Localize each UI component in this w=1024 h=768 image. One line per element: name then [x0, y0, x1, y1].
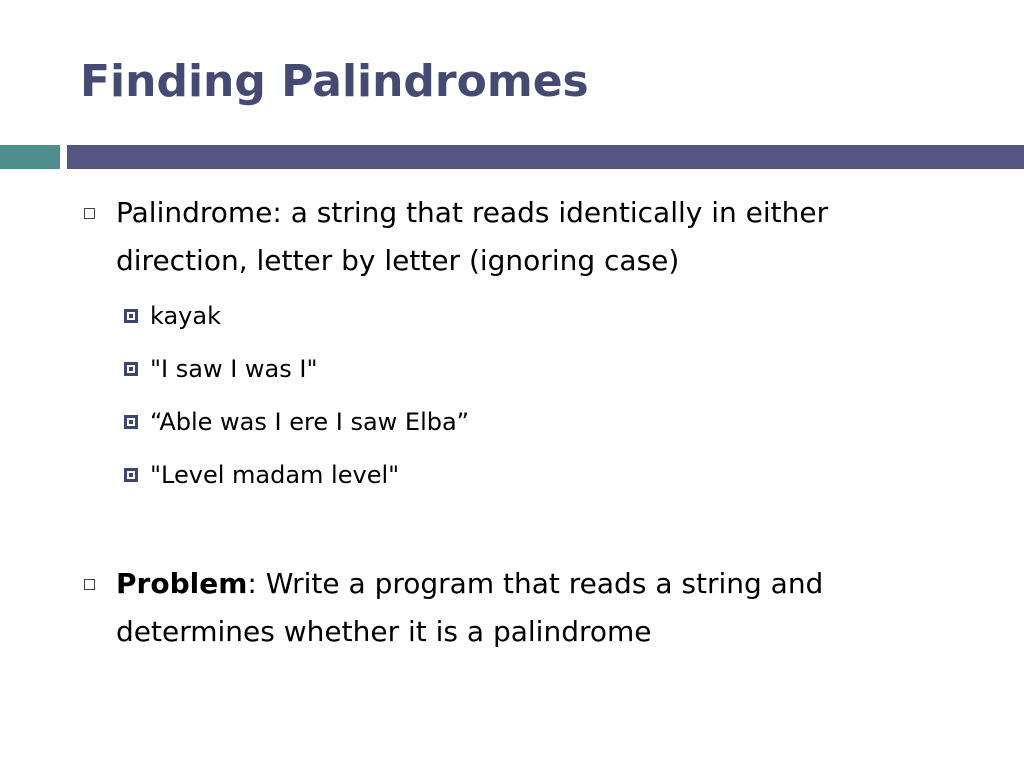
bullet-text: Palindrome: a string that reads identically in either direction, letter by letter (ignoring case) — [116, 196, 829, 277]
sub-item-i-saw-i-was-i: "I saw I was I" — [150, 355, 318, 383]
filled-square-bullet-icon — [124, 309, 138, 323]
title-underline-bar — [67, 145, 1024, 169]
filled-square-bullet-icon — [124, 415, 138, 429]
bullet-problem-statement — [116, 560, 966, 656]
hollow-square-bullet-icon — [84, 579, 95, 590]
problem-separator: : — [247, 567, 257, 600]
sub-item-level-madam-level: "Level madam level" — [150, 461, 400, 489]
sub-item-kayak: kayak — [150, 302, 221, 330]
problem-label: Problem — [116, 567, 248, 600]
filled-square-bullet-icon — [124, 362, 138, 376]
sub-item-able-was-i: “Able was I ere I saw Elba” — [150, 408, 470, 436]
title-accent-bar — [0, 145, 60, 169]
hollow-square-bullet-icon — [84, 208, 95, 219]
slide-title: Finding Palindromes — [80, 56, 589, 107]
filled-square-bullet-icon — [124, 468, 138, 482]
bullet-palindrome-definition — [116, 189, 966, 285]
problem-text: Write a program that reads a string and determines whether it is a palindrome — [116, 567, 824, 648]
